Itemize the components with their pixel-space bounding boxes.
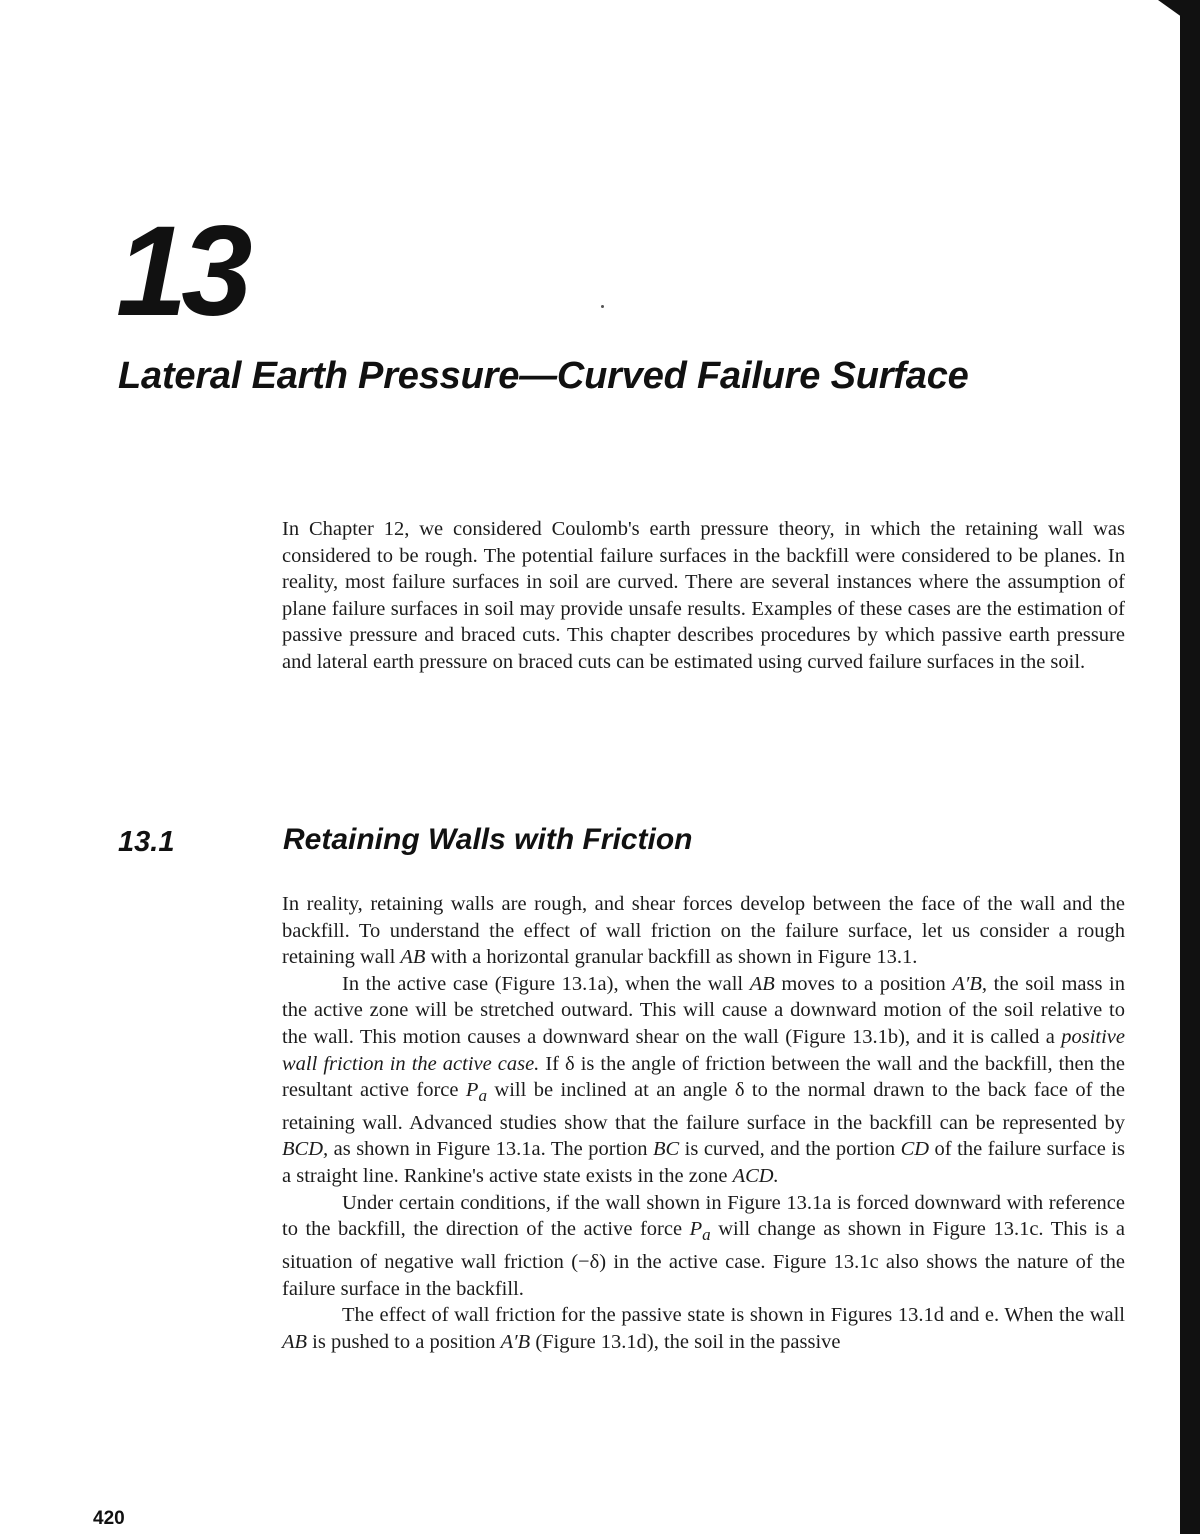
intro-paragraph: In Chapter 12, we considered Coulomb's earth pressure theory, in which the retaining wall was considered to be rough. The potential failure surfaces in the backfill were considered to be planes. In reality, most failure surfaces in soil are curved. There are several instances where the assumption of plane failure surfaces in soil may provide unsafe results. Examples of these cases are the estimation of passive pressure and braced cuts. This chapter describes procedures by which passive earth pressure and lateral earth pressure on braced cuts can be estimated using curved failure surfaces in the soil. xyxy=(282,518,1125,673)
section-number: 13.1 xyxy=(118,826,175,858)
paragraph-3: Under certain conditions, if the wall shown in Figure 13.1a is forced downward with reference to the backfill, the direction of the active force $P_a$ will change as shown in Figure 13.1c. This is a situation of negative wall friction (−δ) in the active case. Figure 13.1c also shows the nature of the failure surface in the backfill. xyxy=(282,1191,1125,1300)
section-body xyxy=(282,891,1125,1355)
scan-artifact-dot xyxy=(601,305,604,308)
paragraph-1: In reality, retaining walls are rough, and shear forces develop between the face of the wall and the backfill. To understand the effect of wall friction on the failure surface, let us consider a rough retaining wall AB with a horizontal granular backfill as shown in Figure 13.1. xyxy=(282,893,1125,969)
chapter-number: 13 xyxy=(116,200,247,343)
chapter-title: Lateral Earth Pressure—Curved Failure Surface xyxy=(118,355,969,397)
paragraph-2: In the active case (Figure 13.1a), when the wall AB moves to a position A′B, the soil mass in the active zone will be stretched outward. This will cause a downward motion of the soil relative to the wall. This motion causes a downward shear on the wall (Figure 13.1b), and it is called a positive wall friction in the active case. If δ is the angle of friction between the wall and the backfill, then the resultant active force $P_a$ will be inclined at an angle δ to the normal drawn to the back face of the retaining wall. Advanced studies show that the failure surface in the backfill can be represented by BCD, as shown in Figure 13.1a. The portion BC is curved, and the portion CD of the failure surface is a straight line. Rankine's active state exists in the zone ACD. xyxy=(282,972,1125,1188)
page-edge-notch xyxy=(1158,0,1200,18)
page-edge-bar xyxy=(1180,0,1200,1534)
section-title: Retaining Walls with Friction xyxy=(283,823,693,856)
paragraph-4: The effect of wall friction for the passive state is shown in Figures 13.1d and e. When the wall AB is pushed to a position A′B (Figure 13.1d), the soil in the passive xyxy=(282,1304,1125,1353)
page-number: 420 xyxy=(93,1508,125,1529)
